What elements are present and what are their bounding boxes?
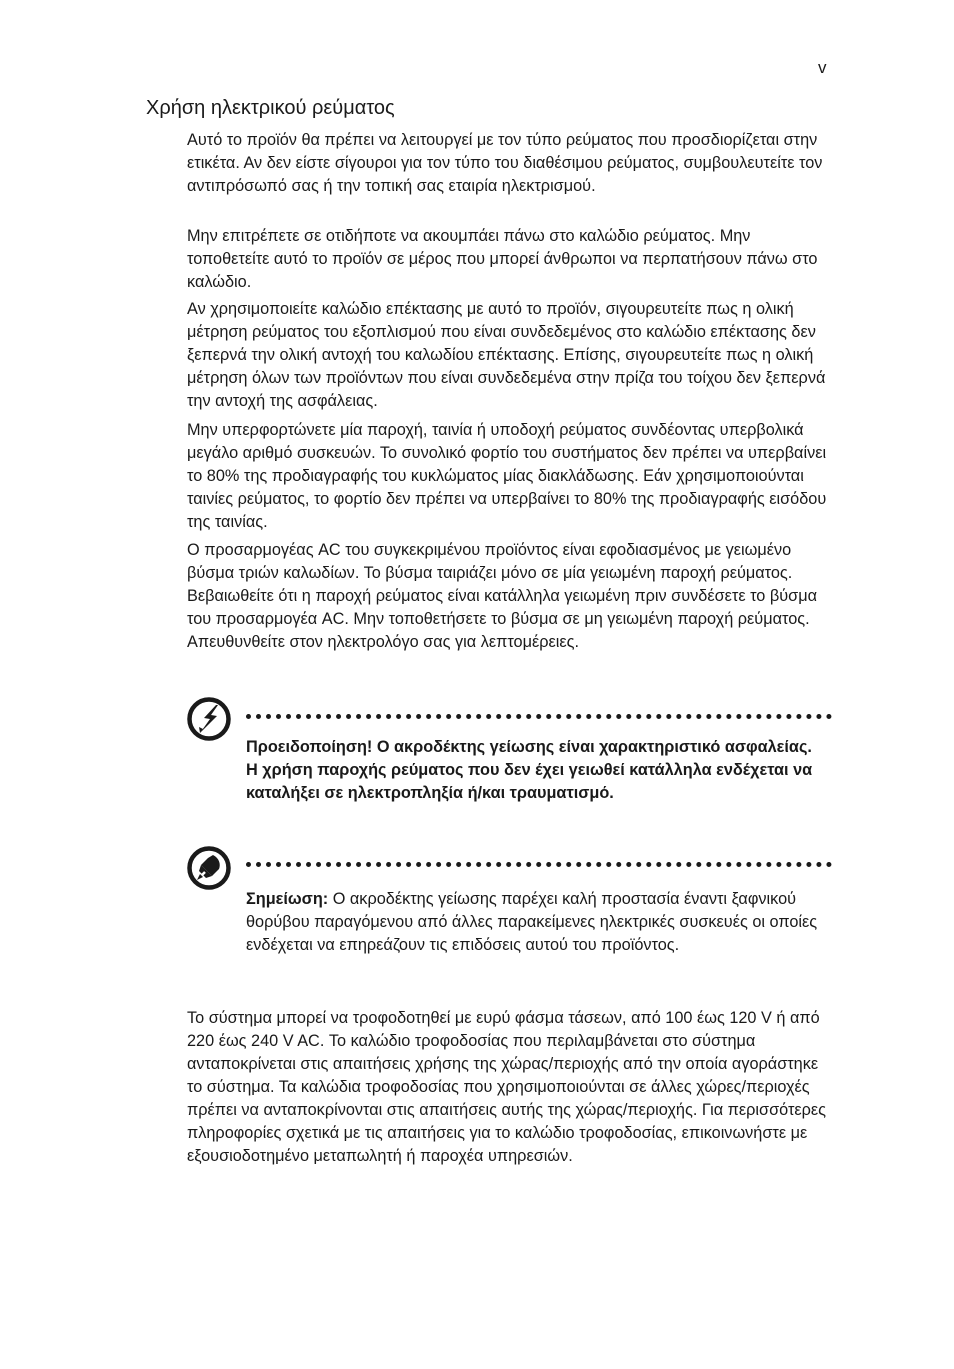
paragraph-grounded-plug: Ο προσαρμογέας AC του συγκεκριμένου προϊόντος είναι εφοδιασμένος με γειωμένο βύσμα τριών καλωδίων. Το βύσμα ταιριάζει μόνο σε μία γειωμένη παροχή ρεύματος. Βεβαιωθείτε ότι η παροχή ρεύματος είναι κατάλληλα γειωμένη πριν συνδέσετε το βύσμα του προσαρμογέα AC. Μην τοποθετήσετε το βύσμα σε μη γειωμένη παροχή ρεύματος. Απευθυνθείτε στον ηλεκτρολόγο σας για λεπτομέρειες.	[187, 541, 817, 651]
section-title: Χρήση ηλεκτρικού ρεύματος	[146, 97, 395, 119]
note-divider	[246, 862, 832, 867]
warning-divider	[246, 714, 832, 719]
lightning-warning-icon	[186, 696, 232, 742]
page-number: v	[818, 58, 827, 77]
paragraph-power-type: Αυτό το προϊόν θα πρέπει να λειτουργεί με τον τύπο ρεύματος που προσδιορίζεται στην ετικέτα. Αν δεν είστε σίγουροι για τον τύπο του διαθέσιμου ρεύματος, συμβουλευτείτε τον αντιπρόσωπό σας ή την τοπική σας εταιρία ηλεκτρισμού.	[187, 131, 823, 195]
note-label: Σημείωση:	[246, 890, 329, 908]
pen-note-icon	[186, 845, 232, 891]
paragraph-power-cord: Μην επιτρέπετε σε οτιδήποτε να ακουμπάει πάνω στο καλώδιο ρεύματος. Μην τοποθετείτε αυτό το προϊόν σε μέρος που μπορεί άνθρωποι να περπατήσουν πάνω στο καλώδιο.	[187, 227, 818, 291]
note-text	[246, 888, 826, 957]
note-body: Ο ακροδέκτης γείωσης παρέχει καλή προστασία έναντι ξαφνικού θορύβου παραγόμενου από άλλες παρακείμενες ηλεκτρικές συσκευές οι οποίες ενδέχεται να επηρεάζουν τις επιδόσεις αυτού του προϊόντος.	[246, 890, 818, 954]
paragraph-extension-cord: Αν χρησιμοποιείτε καλώδιο επέκτασης με αυτό το προϊόν, σιγουρευτείτε πως η ολική μέτρηση ρεύματος του εξοπλισμού που είναι συνδεδεμένος στο καλώδιο επέκτασης δεν ξεπερνά την ολική αντοχή του καλωδίου επέκτασης. Επίσης, σιγουρευτείτε πως η ολική μέτρηση όλων των προϊόντων που είναι συνδεδεμένα στην πρίζα του τοίχου δεν ξεπερνά την αντοχή της ασφάλειας.	[187, 300, 826, 410]
warning-text: Προειδοποίηση! Ο ακροδέκτης γείωσης είναι χαρακτηριστικό ασφαλείας. Η χρήση παροχής ρεύματος που δεν έχει γειωθεί κατάλληλα ενδέχεται να καταλήξει σε ηλεκτροπληξία ή/και τραυματισμό.	[246, 738, 813, 802]
paragraph-overload: Μην υπερφορτώνετε μία παροχή, ταινία ή υποδοχή ρεύματος συνδέοντας υπερβολικά μεγάλο αριθμό συσκευών. Το συνολικό φορτίο του συστήματος δεν πρέπει να υπερβαίνει το 80% της προδιαγραφής του κυκλώματος μίας διακλάδωσης. Εάν χρησιμοποιούνται ταινίες ρεύματος, το φορτίο δεν πρέπει να υπερβαίνει το 80% της προδιαγραφής εισόδου της ταινίας.	[187, 421, 827, 531]
paragraph-voltage-range: Το σύστημα μπορεί να τροφοδοτηθεί με ευρύ φάσμα τάσεων, από 100 έως 120 V ή από 220 έως 240 V AC. Το καλώδιο τροφοδοσίας που περιλαμβάνεται στο σύστημα ανταποκρίνεται στις απαιτήσεις χρήσης της χώρας/περιοχής από την οποία αγοράστηκε το σύστημα. Τα καλώδια τροφοδοσίας που χρησιμοποιούνται σε άλλες χώρες/περιοχές πρέπει να ανταποκρίνονται στις απαιτήσεις αυτής της χώρας/περιοχής. Για περισσότερες πληροφορίες σχετικά με τις απαιτήσεις για το καλώδιο τροφοδοσίας, επικοινωνήστε με εξουσιοδοτημένο μεταπωλητή ή παροχέα υπηρεσιών.	[187, 1009, 827, 1165]
